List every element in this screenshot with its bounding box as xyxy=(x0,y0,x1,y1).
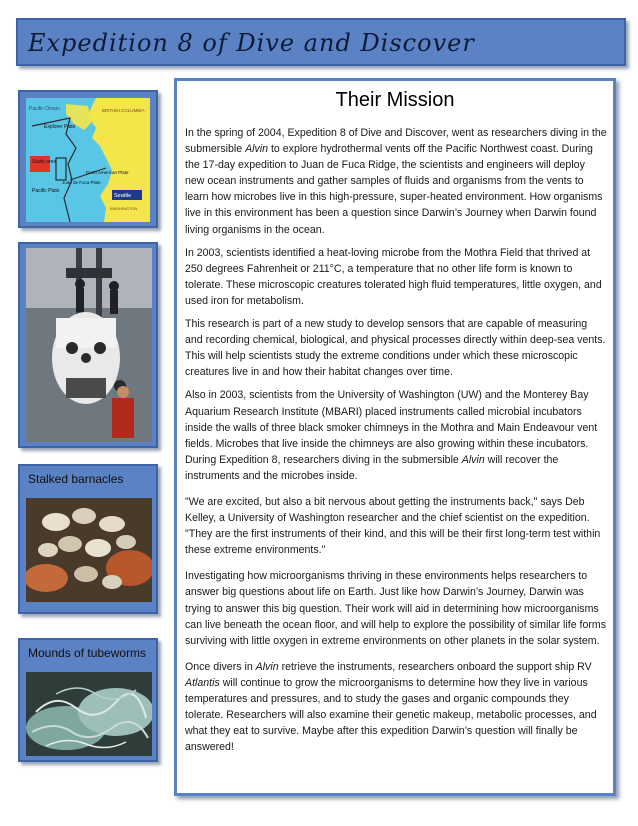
paragraph-7-text-c: will continue to grow the microorganisms to determine how they live in various temperatures and pressures, and to study the gases and organic compounds they tolerate. Researchers will also examine their genetic makeup, metabolic processes, and what they eat to survive. Maybe after this expedition Darwin’s question will finally be answered! xyxy=(185,676,597,754)
barnacles-tile xyxy=(18,464,158,614)
mission-panel xyxy=(174,78,616,796)
submersible-graphic xyxy=(26,248,152,442)
map-label-washington: WASHINGTON xyxy=(110,206,138,211)
paragraph-3: This research is part of a new study to develop sensors that are capable of measuring and recording chemical, biological, and physical processes directly within deep-sea vents. This will help scientists study the extreme conditions under which these microscopic creatures live in and how their habitat changes over time. xyxy=(185,318,606,379)
tubeworms-photo xyxy=(26,672,152,756)
mission-title: Their Mission xyxy=(335,89,455,111)
paragraph-1-text-a: In the spring of 2004, Expedition 8 of Dive and Discover, went as researchers diving in the submersible xyxy=(185,127,607,156)
paragraph-5: "We are excited, but also a bit nervous about getting the instruments back," says Deb Kelley, a University of Washington researcher and the chief scientist on the expedition. "They are the first instruments of their kind, and this will be their first long-term test within these extreme environments." xyxy=(185,495,601,557)
map-label-north-american-plate: North American Plate xyxy=(86,170,129,175)
paragraph-7-text-b: retrieve the instruments, researchers onboard the support ship RV xyxy=(278,660,592,673)
map-tile xyxy=(18,90,158,228)
alvin-emphasis: Alvin xyxy=(255,660,279,673)
barnacles-graphic xyxy=(26,498,152,602)
paragraph-7 xyxy=(185,659,607,756)
barnacles-photo xyxy=(26,498,152,602)
paragraph-6: Investigating how microorganisms thriving in these environments helps researchers to answer big questions about life on Earth. Just like how Darwin’s Journey, Darwin was trying to answer this big question. Their work will aid in determining how microorganisms can live beneath the ocean floor, and will help to explore the possibility of similar life forms surviving with little oxygen in extreme environments on other planets in the solar system. xyxy=(185,570,607,647)
paragraph-2: In 2003, scientists identified a heat-loving microbe from the Mothra Field that thrived at 250 degrees Fahrenheit or 211°C, a temperature that no other life form is known to tolerate. These microscopic creatures tolerated high fluid temperatures, little oxygen, and used iron for metabolism. xyxy=(185,246,602,307)
alvin-emphasis: Alvin xyxy=(461,453,485,466)
map-label-british-columbia: BRITISH COLUMBIA xyxy=(102,108,145,113)
map-label-pacific-ocean: Pacific Ocean xyxy=(29,106,60,112)
paragraph-4 xyxy=(185,387,607,484)
tubeworms-caption: Mounds of tubeworms xyxy=(28,646,147,660)
alvin-emphasis: Alvin xyxy=(245,143,269,156)
header-banner xyxy=(16,18,626,66)
tubeworms-graphic xyxy=(26,672,152,756)
mission-body xyxy=(185,125,607,762)
tubeworms-tile xyxy=(18,638,158,762)
map-label-study-area: Study area xyxy=(32,159,57,165)
map-label-juan-de-fuca-plate: Juan de Fuca Plate xyxy=(62,180,101,185)
juan-de-fuca-map xyxy=(26,98,150,222)
page-title: Expedition 8 of Dive and Discover xyxy=(28,29,475,57)
atlantis-emphasis: Atlantis xyxy=(185,676,220,689)
submersible-photo-tile xyxy=(18,242,158,448)
alvin-submersible-photo xyxy=(26,248,152,442)
paragraph-4-text-a: Also in 2003, scientists from the University of Washington (UW) and the Monterey Bay Aquarium Research Institute (MBARI) placed instruments called microbial incubators inside the walls of three black smoker chimneys in the Mothra and Main Endeavour vent fields. Microbes that live inside the chimneys are also growing within these incubators. During Expedition 8, researchers diving in the submersible xyxy=(185,389,598,466)
map-label-seattle: Seattle xyxy=(114,193,132,199)
barnacles-caption: Stalked barnacles xyxy=(28,472,124,486)
paragraph-4-text-b: will recover the instruments and the microbes inside. xyxy=(185,453,559,482)
paragraph-7-text-a: Once divers in xyxy=(185,660,256,673)
map-label-explorer-plate: Explorer Plate xyxy=(44,124,76,130)
paragraph-1-text-b: to explore hydrothermal vents off the Pacific Northwest coast. During the 17-day expedition to Juan de Fuca Ridge, the scientists and engineers will deploy new ocean instruments and gather samples of fluids and organisms from the vents to learn how microbes live in this high-pressure, super-heated environment. How organisms live in this environment has been a question since Darwin’s Journey when Darwin found living organisms in the ocean. xyxy=(185,143,603,236)
paragraph-1 xyxy=(185,125,607,238)
map-graphic xyxy=(26,98,150,222)
map-label-pacific-plate: Pacific Plate xyxy=(32,188,60,194)
